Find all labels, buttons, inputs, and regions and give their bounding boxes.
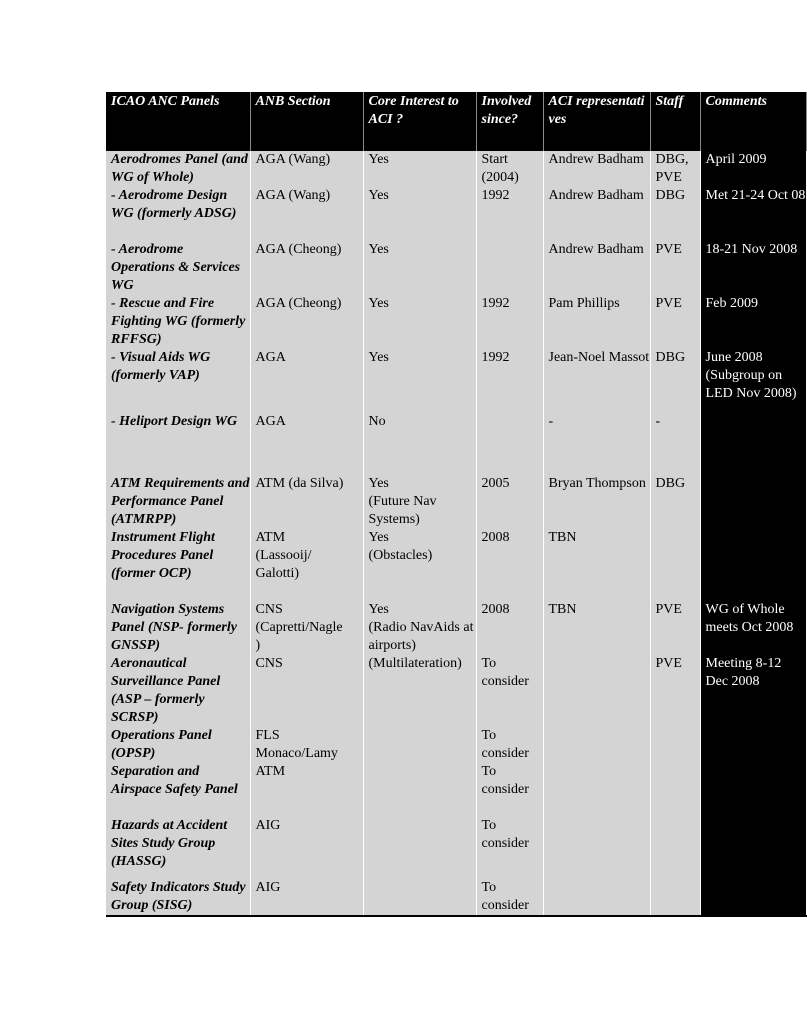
table-row <box>106 655 806 727</box>
table-cell: Met 21-24 Oct 08 <box>700 187 806 241</box>
table-cell: AGA <box>250 413 363 475</box>
table-cell <box>543 879 650 916</box>
table-header-row <box>106 92 806 151</box>
table-cell: - Visual Aids WG (formerly VAP) <box>106 349 250 413</box>
table-cell <box>700 529 806 601</box>
table-cell: To consider <box>476 727 543 763</box>
table-cell: Pam Phillips <box>543 295 650 349</box>
table-cell <box>363 879 476 916</box>
table-cell: TBN <box>543 601 650 655</box>
table-cell: ATM (da Silva) <box>250 475 363 529</box>
table-cell: Yes <box>363 349 476 413</box>
table-cell <box>476 413 543 475</box>
table-cell: ATM <box>250 763 363 817</box>
table-cell: - Aerodrome Design WG (formerly ADSG) <box>106 187 250 241</box>
header-anb-section: ANB Section <box>250 92 363 151</box>
table-cell <box>700 727 806 763</box>
header-comments: Comments <box>700 92 806 151</box>
table-cell: CNS <box>250 655 363 727</box>
table-cell: AGA (Cheong) <box>250 295 363 349</box>
table-cell <box>363 817 476 879</box>
table-cell <box>650 529 700 601</box>
table-cell: Andrew Badham <box>543 151 650 187</box>
table-row <box>106 475 806 529</box>
table-cell: 18-21 Nov 2008 <box>700 241 806 295</box>
table-cell: Aerodromes Panel (and WG of Whole) <box>106 151 250 187</box>
header-icao-anc-panels: ICAO ANC Panels <box>106 92 250 151</box>
header-staff: Staff <box>650 92 700 151</box>
table-row <box>106 879 806 916</box>
table-cell <box>543 727 650 763</box>
table-cell <box>650 727 700 763</box>
table-cell: - <box>650 413 700 475</box>
table-cell: PVE <box>650 601 700 655</box>
header-involved-since: Involved since? <box>476 92 543 151</box>
table-cell: Yes (Radio NavAids at airports) <box>363 601 476 655</box>
table-cell: AGA (Wang) <box>250 187 363 241</box>
table-cell: Separation and Airspace Safety Panel <box>106 763 250 817</box>
table-cell <box>650 817 700 879</box>
table-cell: AGA (Wang) <box>250 151 363 187</box>
table-cell: CNS (Capretti/Nagle ) <box>250 601 363 655</box>
table-cell: DBG, PVE <box>650 151 700 187</box>
table-cell: Navigation Systems Panel (NSP- formerly GNSSP) <box>106 601 250 655</box>
table-row <box>106 817 806 879</box>
table-cell: Hazards at Accident Sites Study Group (HASSG) <box>106 817 250 879</box>
table-cell <box>363 727 476 763</box>
table-row <box>106 295 806 349</box>
table-cell <box>700 413 806 475</box>
table-row <box>106 413 806 475</box>
table-cell <box>700 763 806 817</box>
table-cell: To consider <box>476 655 543 727</box>
table-cell: - <box>543 413 650 475</box>
table-cell: 1992 <box>476 295 543 349</box>
table-cell: To consider <box>476 817 543 879</box>
table-cell: Andrew Badham <box>543 241 650 295</box>
table-cell: Jean-Noel Massot <box>543 349 650 413</box>
table-cell: - Rescue and Fire Fighting WG (formerly RFFSG) <box>106 295 250 349</box>
table-cell <box>700 817 806 879</box>
table-cell: To consider <box>476 763 543 817</box>
table-cell <box>363 763 476 817</box>
table-cell: AGA (Cheong) <box>250 241 363 295</box>
table-row <box>106 601 806 655</box>
table-cell: Operations Panel (OPSP) <box>106 727 250 763</box>
table-cell: AIG <box>250 879 363 916</box>
table-cell: Aeronautical Surveillance Panel (ASP – formerly SCRSP) <box>106 655 250 727</box>
table-cell: To consider <box>476 879 543 916</box>
table-row <box>106 349 806 413</box>
table-row <box>106 727 806 763</box>
table-cell: TBN <box>543 529 650 601</box>
table-cell: DBG <box>650 187 700 241</box>
table-cell: AGA <box>250 349 363 413</box>
table-cell <box>543 817 650 879</box>
table-cell: PVE <box>650 655 700 727</box>
table-row <box>106 187 806 241</box>
table-cell: Yes <box>363 151 476 187</box>
table-row <box>106 241 806 295</box>
table-cell <box>700 475 806 529</box>
table-cell: No <box>363 413 476 475</box>
table-cell: 1992 <box>476 187 543 241</box>
table-cell: - Heliport Design WG <box>106 413 250 475</box>
table-cell: AIG <box>250 817 363 879</box>
table-cell: Feb 2009 <box>700 295 806 349</box>
table-cell: DBG <box>650 349 700 413</box>
icao-panels-table <box>106 92 807 917</box>
header-core-interest: Core Interest to ACI ? <box>363 92 476 151</box>
table-cell: Meeting 8-12 Dec 2008 <box>700 655 806 727</box>
table-cell <box>700 879 806 916</box>
table-cell: Yes <box>363 187 476 241</box>
table-cell: ATM (Lassooij/ Galotti) <box>250 529 363 601</box>
table-cell: 1992 <box>476 349 543 413</box>
table-cell: Safety Indicators Study Group (SISG) <box>106 879 250 916</box>
table-cell: ATM Requirements and Performance Panel (ATMRPP) <box>106 475 250 529</box>
table-cell <box>543 655 650 727</box>
table-cell: 2008 <box>476 529 543 601</box>
table-cell: PVE <box>650 241 700 295</box>
table-cell: (Multilateration) <box>363 655 476 727</box>
table-cell: April 2009 <box>700 151 806 187</box>
table-cell: Yes <box>363 295 476 349</box>
table-cell: DBG <box>650 475 700 529</box>
table-cell: Yes (Obstacles) <box>363 529 476 601</box>
table-cell: - Aerodrome Operations & Services WG <box>106 241 250 295</box>
table-cell: Andrew Badham <box>543 187 650 241</box>
table-cell: Yes <box>363 241 476 295</box>
table-cell <box>476 241 543 295</box>
table-cell: Instrument Flight Procedures Panel (former OCP) <box>106 529 250 601</box>
header-aci-representatives: ACI representatives <box>543 92 650 151</box>
table-cell <box>650 763 700 817</box>
table-cell: 2005 <box>476 475 543 529</box>
table-cell: 2008 <box>476 601 543 655</box>
table-cell: Yes (Future Nav Systems) <box>363 475 476 529</box>
table-row <box>106 529 806 601</box>
table-cell: Bryan Thompson <box>543 475 650 529</box>
table-cell: PVE <box>650 295 700 349</box>
table-cell <box>650 879 700 916</box>
table-cell: June 2008 (Subgroup on LED Nov 2008) <box>700 349 806 413</box>
table-cell <box>543 763 650 817</box>
table-cell: WG of Whole meets Oct 2008 <box>700 601 806 655</box>
table-cell: Start (2004) <box>476 151 543 187</box>
table-row <box>106 151 806 187</box>
table-cell: FLS Monaco/Lamy <box>250 727 363 763</box>
table-row <box>106 763 806 817</box>
